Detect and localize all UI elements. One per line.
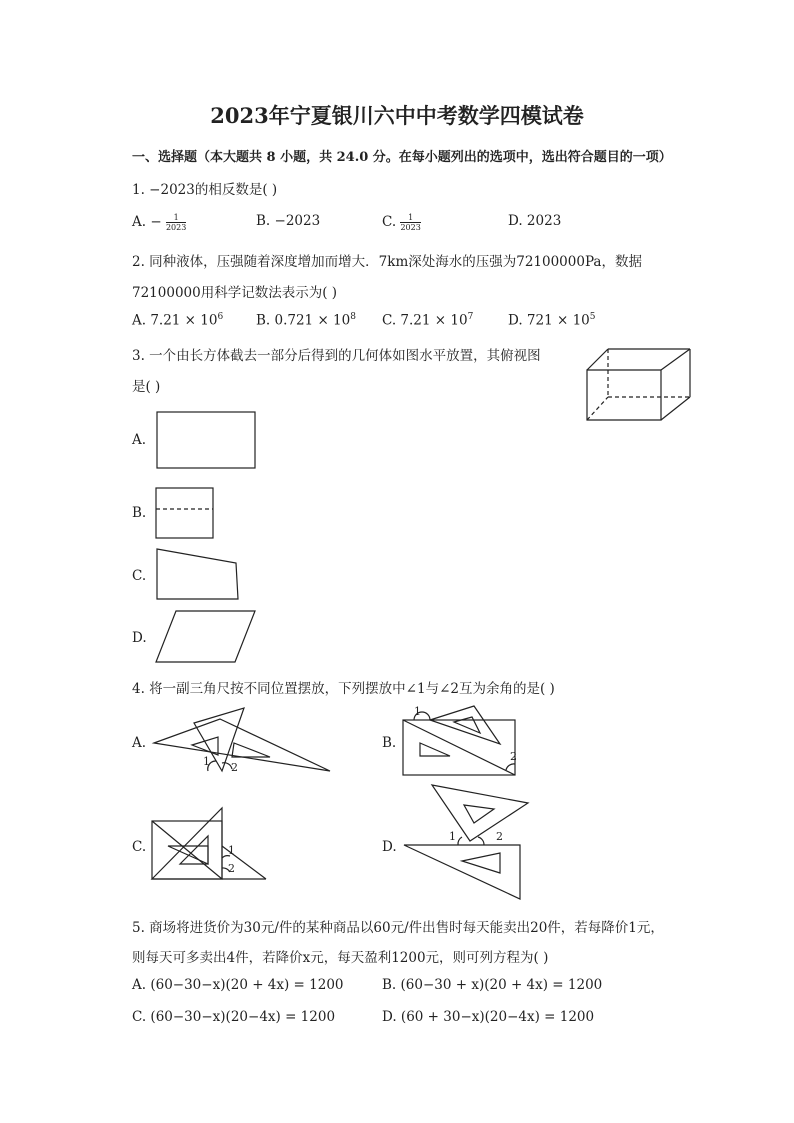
q2-option-d[interactable]: D. $721 \times 10^5$ <box>508 312 596 329</box>
q5-stem-line2: 则每天可多卖出4件，若降价x元，每天盈利1200元，则可列方程为( ) <box>132 950 549 966</box>
q2-option-c[interactable]: C. $7.21 \times 10^7$ <box>382 312 474 329</box>
q2-option-b[interactable]: B. $0.721 \times 10^8$ <box>256 312 356 329</box>
q4-b-angle2: 2 <box>510 750 517 763</box>
q1-stem: 1. −2023的相反数是( ) <box>132 182 278 198</box>
q3-option-d-figure <box>155 610 257 664</box>
q3-option-a-figure <box>156 411 256 469</box>
q3-solid-figure <box>585 347 695 422</box>
q1-option-c-fraction: $\frac{1}{2023}$ <box>400 213 421 232</box>
q1-option-a-sign: − <box>150 214 162 230</box>
page-title: 2023年宁夏银川六中中考数学四模试卷 <box>210 103 584 128</box>
q3-option-d[interactable]: D. <box>132 630 147 646</box>
q1-option-d[interactable]: D. 2023 <box>508 213 562 229</box>
q3-option-b[interactable]: B. <box>132 505 147 521</box>
q4-option-a[interactable]: A. <box>132 735 147 751</box>
q4-d-angle2: 2 <box>496 830 503 843</box>
q3-option-a[interactable]: A. <box>132 432 147 448</box>
q4-a-angle1: 1 <box>203 755 210 768</box>
q1-option-a-label: A. <box>132 214 147 230</box>
q3-option-c[interactable]: C. <box>132 568 147 584</box>
q4-option-a-figure <box>152 705 334 775</box>
q3-stem-line1: 3. 一个由长方体截去一部分后得到的几何体如图水平放置，其俯视图 <box>132 348 541 364</box>
q3-stem-line2: 是( ) <box>132 379 161 395</box>
q1-option-a[interactable] <box>132 213 186 232</box>
q4-d-angle1: 1 <box>449 830 456 843</box>
q2-stem-line1: 2. 同种液体，压强随着深度增加而增大．7km深处海水的压强为72100000Pa，数据 <box>132 254 642 270</box>
q3-option-c-figure <box>156 548 242 602</box>
q4-b-angle1: 1 <box>414 705 421 718</box>
q2-stem-line2: 72100000用科学记数法表示为( ) <box>132 285 338 301</box>
q4-option-d[interactable]: D. <box>382 839 397 855</box>
q4-option-b-figure <box>402 700 524 778</box>
q4-option-b[interactable]: B. <box>382 735 397 751</box>
q2-option-a[interactable]: A. $7.21 \times 10^6$ <box>132 312 224 329</box>
q5-option-a[interactable]: A. (60−30−x)(20 + 4x) = 1200 <box>132 977 344 993</box>
q1-option-a-fraction: $\frac{1}{2023}$ <box>165 213 187 232</box>
q4-option-c-figure <box>150 806 270 882</box>
q4-stem: 4. 将一副三角尺按不同位置摆放，下列摆放中∠1与∠2互为余角的是( ) <box>132 681 555 697</box>
q4-a-angle2: 2 <box>231 761 238 774</box>
q5-option-d[interactable]: D. (60 + 30−x)(20−4x) = 1200 <box>382 1009 595 1025</box>
q5-option-c[interactable]: C. (60−30−x)(20−4x) = 1200 <box>132 1009 336 1025</box>
q1-option-b[interactable]: B. −2023 <box>256 213 321 229</box>
q1-option-c[interactable] <box>382 213 421 232</box>
q4-option-d-figure <box>402 783 530 903</box>
q5-stem-line1: 5. 商场将进货价为30元/件的某种商品以60元/件出售时每天能卖出20件，若每降价1元， <box>132 920 664 936</box>
q4-c-angle2: 2 <box>228 862 235 875</box>
q3-option-b-figure <box>155 487 215 539</box>
section-heading: 一、选择题（本大题共 8 小题，共 24.0 分。在每小题列出的选项中，选出符合题目的一项） <box>132 150 672 165</box>
q4-c-angle1: 1 <box>228 844 235 857</box>
q5-option-b[interactable]: B. (60−30 + x)(20 + 4x) = 1200 <box>382 977 603 993</box>
q4-option-c[interactable]: C. <box>132 839 147 855</box>
q1-option-c-label: C. <box>382 214 397 230</box>
